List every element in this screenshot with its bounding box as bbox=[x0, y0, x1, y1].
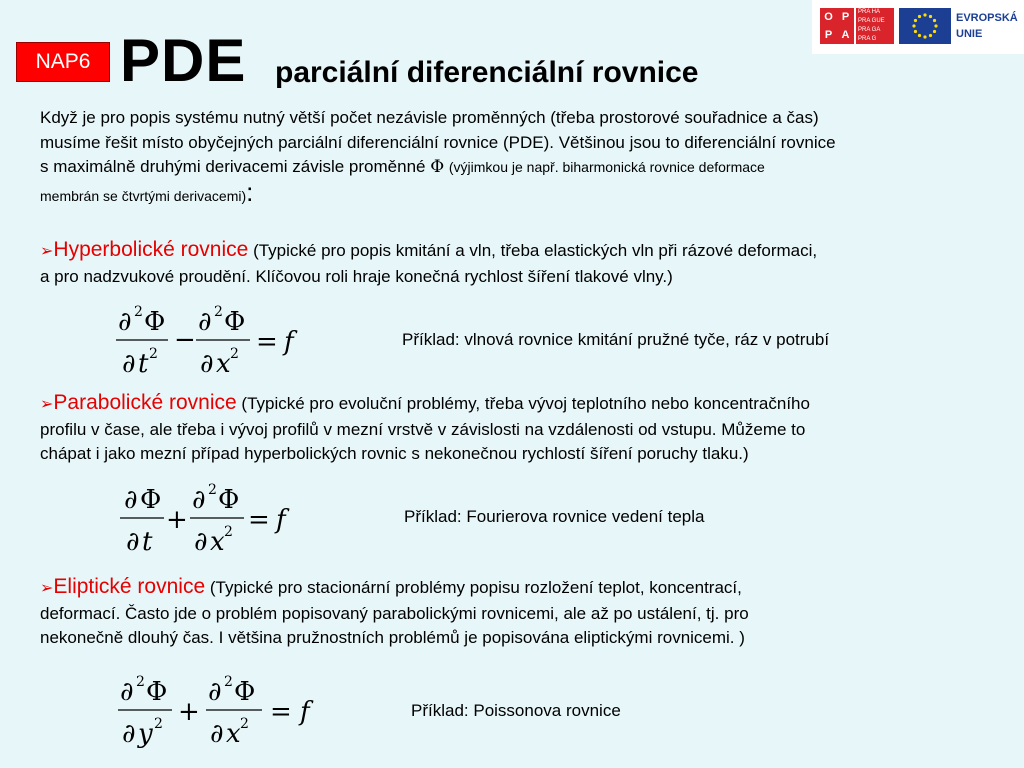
section-parabolic bbox=[40, 391, 990, 467]
eq-symbol: x bbox=[226, 719, 241, 749]
eq-symbol: ∂ bbox=[122, 349, 136, 379]
eq-symbol: 2 bbox=[224, 524, 233, 540]
eu-logo-text bbox=[956, 10, 1018, 42]
example-parabolic: Příklad: Fourierova rovnice vedení tepla bbox=[404, 507, 705, 526]
bullet-arrow-icon: ➢ bbox=[40, 243, 54, 260]
oppa-letter: O bbox=[824, 11, 833, 23]
eq-symbol: Φ bbox=[224, 307, 246, 337]
eu-flag-icon bbox=[899, 8, 951, 44]
eu-star-icon bbox=[914, 19, 917, 22]
eu-star-icon bbox=[933, 30, 936, 33]
page-title: PDE bbox=[120, 27, 247, 94]
equation-hyperbolic bbox=[112, 298, 312, 389]
eu-star-icon bbox=[934, 24, 937, 27]
eu-star-icon bbox=[933, 19, 936, 22]
eu-star-icon bbox=[923, 35, 926, 38]
sponsor-logos bbox=[812, 0, 1024, 54]
section-line bbox=[40, 238, 990, 265]
eq-symbol: 2 bbox=[240, 716, 249, 732]
praha-line: PRA GA bbox=[858, 27, 881, 33]
eq-symbol: x bbox=[210, 527, 225, 557]
eq-symbol: f bbox=[300, 697, 310, 727]
section-text: nekonečně dlouhý čas. I většina pružnostních problémů je popisována eliptickými rovnicemi. ) bbox=[40, 628, 745, 647]
eu-star-icon bbox=[929, 15, 932, 18]
eq-symbol: 2 bbox=[154, 716, 163, 732]
eq-symbol: = bbox=[248, 505, 270, 535]
eq-symbol: Φ bbox=[140, 485, 162, 515]
section-text: profilu v čase, ale třeba i vývoj profilů v mezní vrstvě v závislosti na vzdálenosti od vstupu. Můžeme to bbox=[40, 419, 806, 439]
section-text: chápat i jako mezní případ hyperbolických rovnic s nekonečnou rychlostí šíření poruchy tlaku.) bbox=[40, 444, 749, 463]
section-text: a pro nadzvukové proudění. Klíčovou roli hraje konečná rychlost šíření tlakové vlny.) bbox=[40, 266, 673, 286]
section-line bbox=[40, 575, 990, 602]
eq-symbol: ∂ bbox=[194, 527, 208, 557]
page-subtitle: parciální diferenciální rovnice bbox=[275, 56, 699, 89]
eq-symbol: ∂ bbox=[120, 677, 134, 707]
eq-symbol: t bbox=[142, 527, 153, 557]
section-hyperbolic bbox=[40, 238, 990, 289]
eq-symbol: Φ bbox=[144, 307, 166, 337]
intro-note: membrán se čtvrtými derivacemi) bbox=[40, 187, 247, 204]
eq-symbol: 2 bbox=[134, 304, 143, 320]
example-elliptic: Příklad: Poissonova rovnice bbox=[411, 701, 621, 720]
eu-star-icon bbox=[912, 24, 915, 27]
intro-text: s maximálně druhými derivacemi závisle proměnné bbox=[40, 157, 426, 176]
praha-line: PRA HA bbox=[858, 9, 881, 15]
praha-logo bbox=[856, 8, 894, 44]
eq-symbol: Φ bbox=[146, 677, 168, 707]
eq-symbol: y bbox=[138, 719, 153, 749]
eq-symbol: ∂ bbox=[210, 719, 224, 749]
eu-star-icon bbox=[914, 30, 917, 33]
section-heading: Parabolické rovnice bbox=[53, 391, 237, 414]
eq-symbol: x bbox=[216, 349, 231, 379]
eq-symbol: f bbox=[276, 505, 286, 535]
equation-parabolic bbox=[116, 476, 306, 567]
section-text: (Typické pro evoluční problémy, třeba vývoj teplotního nebo koncentračního bbox=[241, 394, 810, 413]
eq-symbol: ∂ bbox=[126, 527, 140, 557]
eq-symbol: ∂ bbox=[118, 307, 132, 337]
intro-line: Když je pro popis systému nutný větší počet nezávisle proměnných (třeba prostorové souřadnice a čas) bbox=[40, 108, 819, 127]
oppa-letter: P bbox=[841, 11, 850, 23]
section-heading: Eliptické rovnice bbox=[53, 575, 206, 598]
bullet-arrow-icon: ➢ bbox=[40, 396, 54, 413]
eq-symbol: ∂ bbox=[198, 307, 212, 337]
eq-symbol: + bbox=[178, 697, 200, 727]
eq-symbol: + bbox=[166, 505, 188, 535]
eu-star-icon bbox=[918, 34, 921, 37]
section-line bbox=[40, 391, 990, 418]
eu-star-icon bbox=[929, 34, 932, 37]
eq-symbol: 2 bbox=[214, 304, 223, 320]
eq-symbol: = bbox=[270, 697, 292, 727]
eq-symbol: 2 bbox=[224, 674, 233, 690]
eq-symbol: 2 bbox=[230, 346, 239, 362]
section-text: deformací. Často jde o problém popisovaný parabolickými rovnicemi, ale až po ustálení, tj. pro bbox=[40, 603, 749, 623]
colon: : bbox=[246, 176, 254, 207]
eq-symbol: Φ bbox=[234, 677, 256, 707]
eq-symbol: 2 bbox=[136, 674, 145, 690]
praha-line: PRA G bbox=[858, 36, 877, 42]
eq-symbol: − bbox=[174, 325, 196, 355]
eu-star-icon bbox=[918, 15, 921, 18]
phi-symbol: Φ bbox=[430, 157, 445, 177]
eq-symbol: f bbox=[284, 327, 294, 357]
eq-symbol: 2 bbox=[149, 346, 158, 362]
eq-symbol: ∂ bbox=[192, 485, 206, 515]
bullet-arrow-icon: ➢ bbox=[40, 580, 54, 597]
section-heading: Hyperbolické rovnice bbox=[53, 238, 249, 261]
eq-symbol: Φ bbox=[218, 485, 240, 515]
section-text: (Typické pro popis kmitání a vln, třeba elastických vln při rázové deformaci, bbox=[253, 241, 818, 260]
eq-symbol: t bbox=[138, 349, 149, 379]
praha-line: PRA GUE bbox=[858, 18, 885, 24]
intro-note: (výjimkou je např. biharmonická rovnice deformace bbox=[448, 159, 765, 175]
oppa-letter: P bbox=[824, 29, 833, 41]
eq-symbol: = bbox=[256, 327, 278, 357]
eq-symbol: 2 bbox=[208, 482, 217, 498]
section-elliptic bbox=[40, 575, 990, 651]
eu-text-line1: EVROPSKÁ bbox=[956, 12, 1018, 24]
section-text: (Typické pro stacionární problémy popisu rozložení teplot, koncentrací, bbox=[209, 578, 742, 597]
eq-symbol: ∂ bbox=[208, 677, 222, 707]
oppa-logo bbox=[820, 8, 854, 44]
intro-line bbox=[40, 155, 990, 180]
eu-star-icon bbox=[923, 13, 926, 16]
eq-symbol: ∂ bbox=[122, 719, 136, 749]
intro-line bbox=[40, 176, 990, 209]
eq-symbol: ∂ bbox=[124, 485, 138, 515]
intro-paragraph bbox=[40, 106, 990, 208]
eu-text-line2: UNIE bbox=[956, 28, 983, 40]
chapter-badge: NAP6 bbox=[16, 42, 110, 82]
equation-elliptic bbox=[116, 668, 336, 759]
oppa-letter: A bbox=[841, 29, 850, 41]
eq-symbol: ∂ bbox=[200, 349, 214, 379]
intro-line: musíme řešit místo obyčejných parciální diferenciální rovnice (PDE). Většinou jsou to diferenciální rovnice bbox=[40, 132, 836, 152]
example-hyperbolic: Příklad: vlnová rovnice kmitání pružné tyče, ráz v potrubí bbox=[402, 330, 830, 349]
